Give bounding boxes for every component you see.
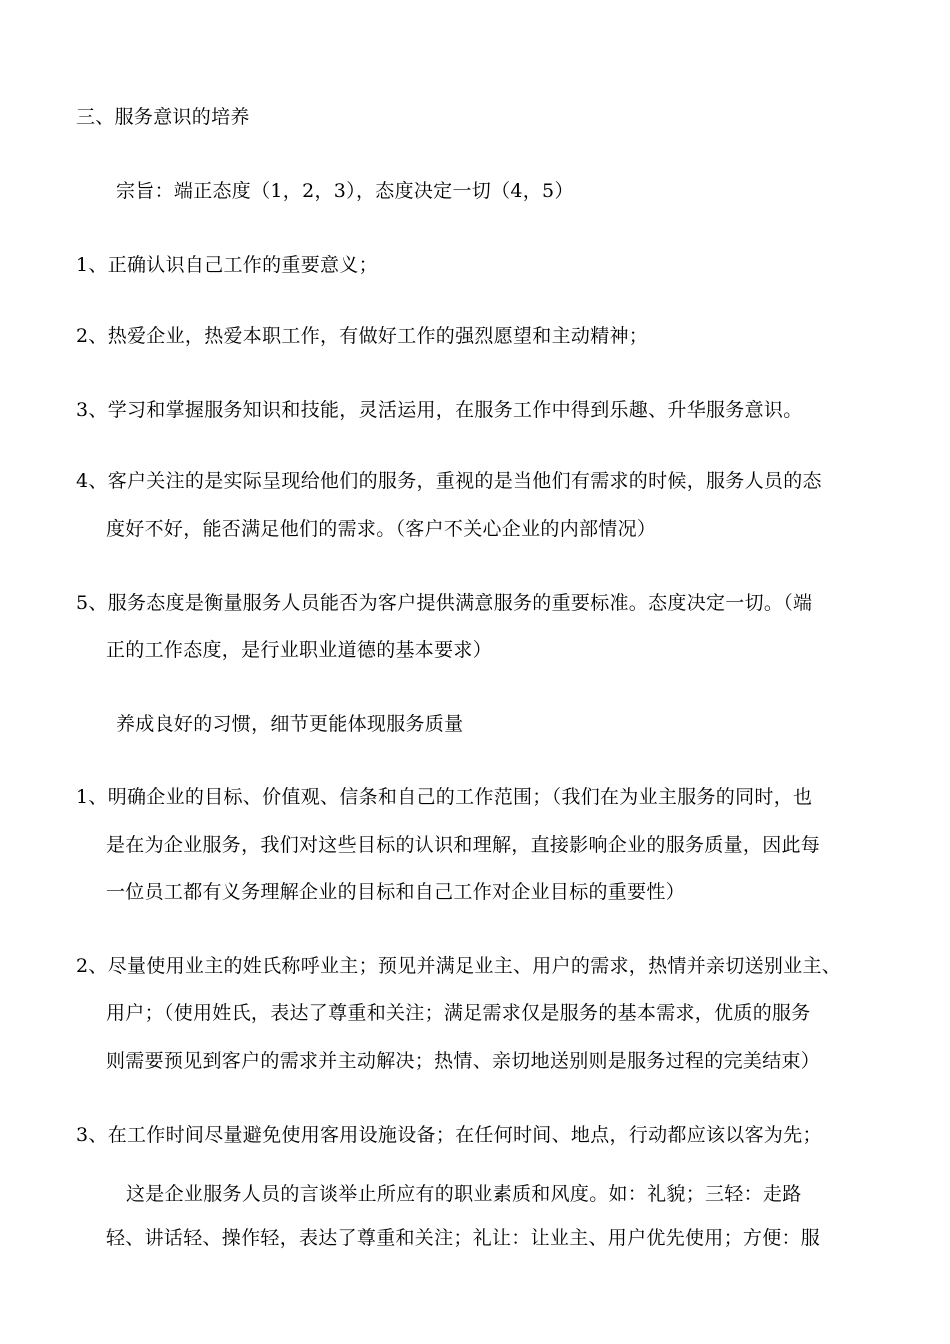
- habit-item-2-continued-a: 用户；（使用姓氏，表达了尊重和关注；满足需求仅是服务的基本需求，优质的服务: [106, 1002, 811, 1024]
- list-item-5: 5、服务态度是衡量服务人员能否为客户提供满意服务的重要标准。态度决定一切。（端: [76, 592, 813, 614]
- list-item-2: 2、热爱企业，热爱本职工作，有做好工作的强烈愿望和主动精神；: [76, 325, 649, 347]
- purpose-line: 宗旨：端正态度（1，2，3），态度决定一切（4，5）: [116, 180, 574, 202]
- habit-item-1-continued-a: 是在为企业服务，我们对这些目标的认识和理解，直接影响企业的服务质量，因此每: [106, 834, 821, 856]
- habit-item-2-continued-b: 则需要预见到客户的需求并主动解决；热情、亲切地送别则是服务过程的完美结束）: [106, 1050, 821, 1072]
- closing-paragraph-line-2: 轻、讲话轻、操作轻，表达了尊重和关注；礼让：让业主、用户优先使用；方便：服: [106, 1227, 821, 1249]
- habit-item-2: 2、尽量使用业主的姓氏称呼业主；预见并满足业主、用户的需求，热情并亲切送别业主、: [76, 955, 842, 977]
- habit-item-1: 1、明确企业的目标、价值观、信条和自己的工作范围；（我们在为业主服务的同时，也: [76, 786, 813, 808]
- section-heading: 三、服务意识的培养: [76, 106, 250, 128]
- closing-paragraph-line-1: 这是企业服务人员的言谈举止所应有的职业素质和风度。如：礼貌；三轻：走路: [126, 1183, 802, 1205]
- habit-line: 养成良好的习惯，细节更能体现服务质量: [116, 713, 464, 735]
- list-item-5-continued: 正的工作态度，是行业职业道德的基本要求）: [106, 639, 493, 661]
- list-item-3: 3、学习和掌握服务知识和技能，灵活运用，在服务工作中得到乐趣、升华服务意识。: [76, 399, 803, 421]
- list-item-1: 1、正确认识自己工作的重要意义；: [76, 254, 378, 276]
- list-item-4: 4、客户关注的是实际呈现给他们的服务，重视的是当他们有需求的时候，服务人员的态: [76, 470, 822, 492]
- habit-item-3: 3、在工作时间尽量避免使用客用设施设备；在任何时间、地点，行动都应该以客为先；: [76, 1124, 822, 1146]
- list-item-4-continued: 度好不好，能否满足他们的需求。（客户不关心企业的内部情况）: [106, 518, 657, 540]
- habit-item-1-continued-b: 一位员工都有义务理解企业的目标和自己工作对企业目标的重要性）: [106, 881, 686, 903]
